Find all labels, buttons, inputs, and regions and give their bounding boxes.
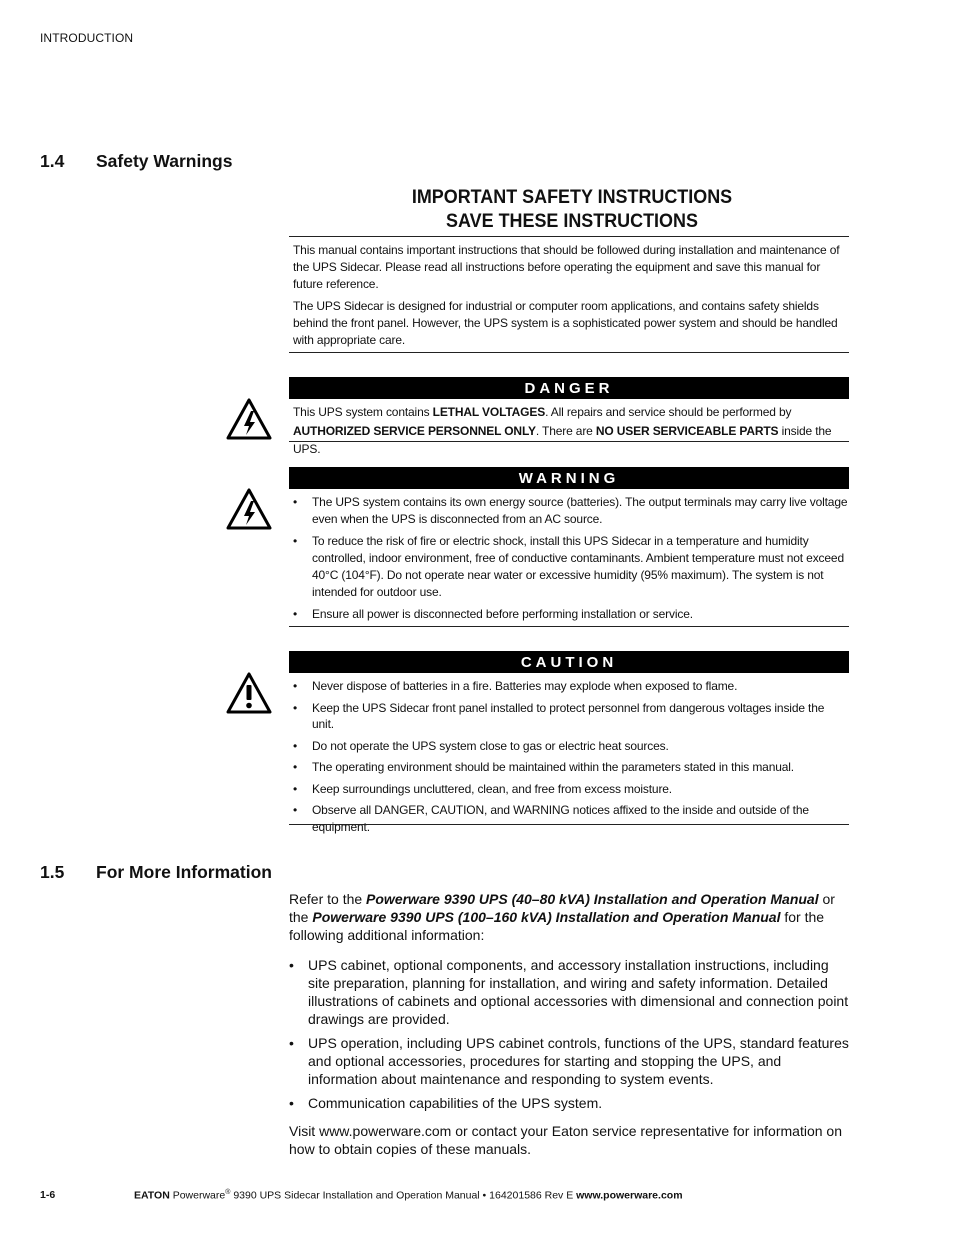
list-item: • Never dispose of batteries in a fire. Batteries may explode when exposed to flame. xyxy=(289,678,849,695)
danger-emphasis: NO USER SERVICEABLE PARTS xyxy=(595,423,779,438)
page-number: 1-6 xyxy=(40,1189,56,1201)
high-voltage-warning-icon xyxy=(226,398,272,440)
intro-text: Refer to the xyxy=(289,891,367,907)
divider xyxy=(289,236,849,237)
list-item: • UPS cabinet, optional components, and accessory installation instructions, including site preparation, planning for installation, and wiring and safety information. Detailed illustrations of cabinets and optional accessories with dimensional and connection point drawings are provided. xyxy=(289,956,849,1028)
caution-list xyxy=(289,678,849,840)
divider xyxy=(289,352,849,353)
exclamation-warning-icon xyxy=(226,672,272,714)
caution-banner: CAUTION xyxy=(289,651,849,673)
warning-banner: WARNING xyxy=(289,467,849,489)
divider xyxy=(289,824,849,825)
manual-title: Powerware 9390 UPS (100–160 kVA) Installation and Operation Manual xyxy=(312,909,781,925)
list-item: • To reduce the risk of fire or electric shock, install this UPS Sidecar in a temperature and humidity controlled, indoor environment, free of conductive contaminants. Ambient temperature must not exceed 40°C (104°F). Do not operate near water or excessive humidity (95% maximum). The system is not intended for outdoor use. xyxy=(289,533,849,601)
list-item: • Communication capabilities of the UPS system. xyxy=(289,1094,849,1112)
high-voltage-warning-icon xyxy=(226,488,272,530)
running-header: INTRODUCTION xyxy=(40,31,134,45)
section-heading-1-5 xyxy=(40,862,440,884)
list-item: • Keep surroundings uncluttered, clean, and free from excess moisture. xyxy=(289,781,849,798)
list-item: • Keep the UPS Sidecar front panel installed to protect personnel from dangerous voltages inside the unit. xyxy=(289,700,849,733)
danger-text-part: . All repairs and service should be performed by xyxy=(545,405,792,419)
manual-title: Powerware 9390 UPS (40–80 kVA) Installation and Operation Manual xyxy=(366,891,819,907)
more-info-body xyxy=(289,890,849,1158)
registered-mark: ® xyxy=(225,1189,231,1196)
list-item: • The operating environment should be maintained within the parameters stated in this manual. xyxy=(289,759,849,776)
section-number: 1.5 xyxy=(40,862,65,882)
important-heading-line1: IMPORTANT SAFETY INSTRUCTIONS xyxy=(411,186,733,208)
section-title: For More Information xyxy=(96,862,272,882)
divider xyxy=(289,626,849,627)
list-item: • Observe all DANGER, CAUTION, and WARNING notices affixed to the inside and outside of the equipment. xyxy=(289,802,849,835)
closing-paragraph: Visit www.powerware.com or contact your Eaton service representative for information on how to obtain copies of these manuals. xyxy=(289,1123,842,1157)
section-heading-1-4 xyxy=(40,151,440,173)
section-title: Safety Warnings xyxy=(96,151,233,171)
list-item: • The UPS system contains its own energy source (batteries). The output terminals may carry live voltage even when the UPS is disconnected from an AC source. xyxy=(289,494,849,528)
footer-product: Powerware xyxy=(169,1189,226,1202)
danger-text-part: This UPS system contains xyxy=(293,405,433,419)
danger-text xyxy=(293,403,853,459)
footer-brand: EATON xyxy=(134,1189,170,1202)
danger-emphasis: LETHAL VOLTAGES xyxy=(432,405,546,419)
list-item: • UPS operation, including UPS cabinet controls, functions of the UPS, standard features and optional accessories, procedures for starting and stopping the UPS, and information about maintenance and responding to system events. xyxy=(289,1034,849,1088)
intro-paragraph xyxy=(289,890,849,944)
footer-url: www.powerware.com xyxy=(576,1189,683,1202)
intro-text: or the xyxy=(289,891,835,925)
warning-list xyxy=(289,494,849,628)
list-item: • Do not operate the UPS system close to gas or electric heat sources. xyxy=(289,738,849,755)
danger-emphasis: AUTHORIZED SERVICE PERSONNEL ONLY xyxy=(293,423,536,438)
important-text xyxy=(293,242,853,354)
divider xyxy=(289,441,849,442)
danger-banner: DANGER xyxy=(289,377,849,399)
important-heading-line2: SAVE THESE INSTRUCTIONS xyxy=(446,210,698,232)
list-item: • Ensure all power is disconnected before performing installation or service. xyxy=(289,606,849,623)
footer-text xyxy=(134,1189,683,1202)
important-paragraph: The UPS Sidecar is designed for industrial or computer room applications, and contains safety shields behind the front panel. However, the UPS system is a sophisticated power system and should be handled with appropriate care. xyxy=(293,299,838,347)
danger-text-part: inside the UPS. xyxy=(293,423,832,456)
important-paragraph: This manual contains important instructions that should be followed during installation and maintenance of the UPS Sidecar. Please read all instructions before operating the equipment and save this manual for future reference. xyxy=(293,243,840,291)
section-number: 1.4 xyxy=(40,151,65,171)
important-heading xyxy=(312,185,833,233)
danger-text-part: . There are xyxy=(535,423,596,438)
footer-manual-info: 9390 UPS Sidecar Installation and Operation Manual • 164201586 Rev E xyxy=(230,1189,577,1202)
intro-text: for the following additional information: xyxy=(289,909,825,943)
